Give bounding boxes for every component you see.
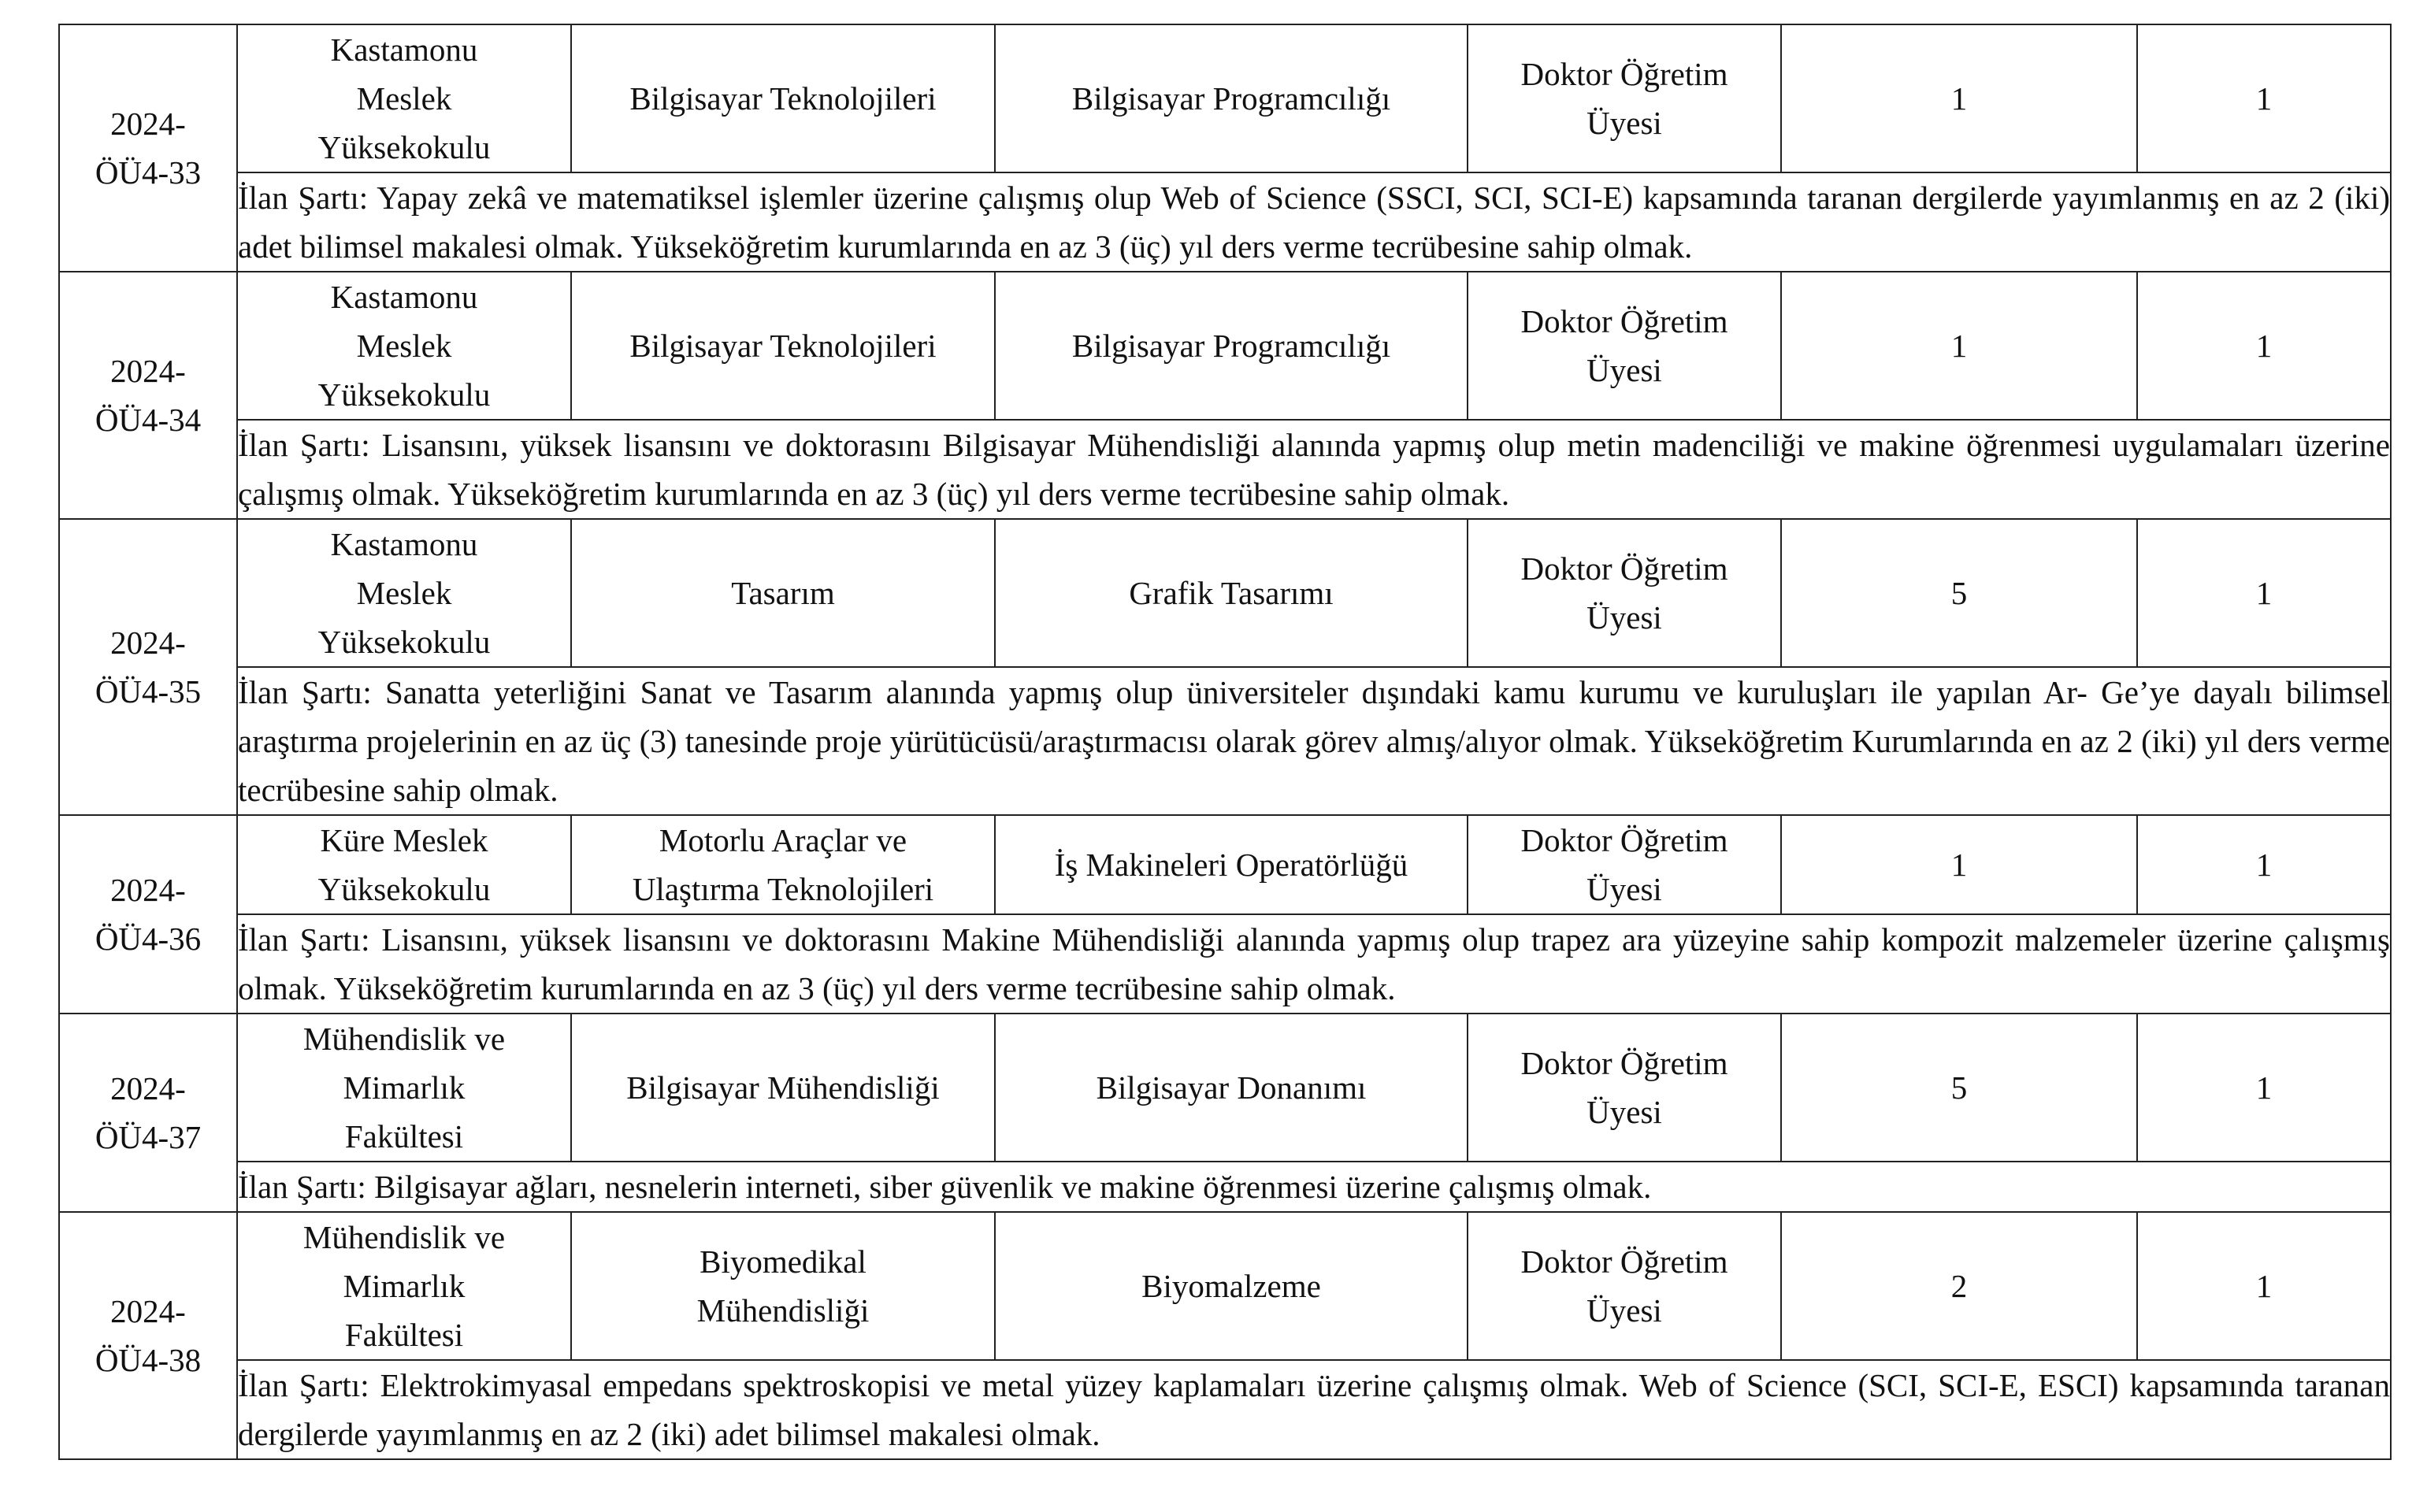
posting-code: 2024- ÖÜ4-35: [59, 519, 237, 815]
posting-condition: İlan Şartı: Lisansını, yüksek lisansını ve doktorasını Bilgisayar Mühendisliği alanında yapmış olup metin madenciliği ve makine öğrenmesi uygulamaları üzerine çalışmış olmak. Yükseköğretim kurumlarında en az 3 (üç) yıl ders verme tecrübesine sahip olmak.: [237, 420, 2391, 519]
posting-code: 2024- ÖÜ4-38: [59, 1212, 237, 1459]
program-cell: Biyomalzeme: [995, 1212, 1468, 1360]
condition-row: [59, 667, 2391, 815]
degree-cell: 5: [1781, 519, 2137, 667]
posting-row: [59, 1212, 2391, 1360]
posting-code: 2024- ÖÜ4-33: [59, 24, 237, 272]
posting-row: [59, 272, 2391, 420]
title-cell: Doktor Öğretim Üyesi: [1468, 1212, 1781, 1360]
count-cell: 1: [2137, 1212, 2391, 1360]
unit-cell: Kastamonu Meslek Yüksekokulu: [237, 272, 571, 420]
condition-row: [59, 1162, 2391, 1212]
condition-row: [59, 1360, 2391, 1459]
unit-cell: Kastamonu Meslek Yüksekokulu: [237, 24, 571, 172]
posting-condition: İlan Şartı: Bilgisayar ağları, nesnelerin interneti, siber güvenlik ve makine öğrenmesi üzerine çalışmış olmak.: [237, 1162, 2391, 1212]
count-cell: 1: [2137, 272, 2391, 420]
posting-condition: İlan Şartı: Lisansını, yüksek lisansını ve doktorasını Makine Mühendisliği alanında yapmış olup trapez ara yüzeyine sahip kompozit malzemeler üzerine çalışmış olmak. Yükseköğretim kurumlarında en az 3 (üç) yıl ders verme tecrübesine sahip olmak.: [237, 914, 2391, 1014]
program-cell: İş Makineleri Operatörlüğü: [995, 815, 1468, 914]
unit-cell: Mühendislik ve Mimarlık Fakültesi: [237, 1212, 571, 1360]
degree-cell: 5: [1781, 1014, 2137, 1162]
posting-row: [59, 519, 2391, 667]
posting-row: [59, 815, 2391, 914]
title-cell: Doktor Öğretim Üyesi: [1468, 519, 1781, 667]
job-postings-table: [58, 24, 2392, 1460]
degree-cell: 1: [1781, 24, 2137, 172]
condition-row: [59, 172, 2391, 272]
degree-cell: 1: [1781, 815, 2137, 914]
count-cell: 1: [2137, 815, 2391, 914]
department-cell: Bilgisayar Mühendisliği: [571, 1014, 995, 1162]
posting-code: 2024- ÖÜ4-34: [59, 272, 237, 519]
degree-cell: 1: [1781, 272, 2137, 420]
condition-row: [59, 420, 2391, 519]
count-cell: 1: [2137, 24, 2391, 172]
posting-condition: İlan Şartı: Elektrokimyasal empedans spektroskopisi ve metal yüzey kaplamaları üzerine çalışmış olmak. Web of Science (SCI, SCI-E, ESCI) kapsamında taranan dergilerde yayımlanmış en az 2 (iki) adet bilimsel makalesi olmak.: [237, 1360, 2391, 1459]
unit-cell: Kastamonu Meslek Yüksekokulu: [237, 519, 571, 667]
count-cell: 1: [2137, 1014, 2391, 1162]
program-cell: Bilgisayar Donanımı: [995, 1014, 1468, 1162]
title-cell: Doktor Öğretim Üyesi: [1468, 815, 1781, 914]
posting-code: 2024- ÖÜ4-37: [59, 1014, 237, 1212]
department-cell: Bilgisayar Teknolojileri: [571, 272, 995, 420]
posting-row: [59, 24, 2391, 172]
program-cell: Grafik Tasarımı: [995, 519, 1468, 667]
degree-cell: 2: [1781, 1212, 2137, 1360]
posting-condition: İlan Şartı: Sanatta yeterliğini Sanat ve Tasarım alanında yapmış olup üniversiteler dışındaki kamu kurumu ve kuruluşları ile yapılan Ar- Ge’ye dayalı bilimsel araştırma projelerinin en az üç (3) tanesinde proje yürütücüsü/araştırmacısı olarak görev almış/alıyor olmak. Yükseköğretim Kurumlarında en az 2 (iki) yıl ders verme tecrübesine sahip olmak.: [237, 667, 2391, 815]
department-cell: Bilgisayar Teknolojileri: [571, 24, 995, 172]
unit-cell: Küre Meslek Yüksekokulu: [237, 815, 571, 914]
department-cell: Biyomedikal Mühendisliği: [571, 1212, 995, 1360]
title-cell: Doktor Öğretim Üyesi: [1468, 272, 1781, 420]
program-cell: Bilgisayar Programcılığı: [995, 272, 1468, 420]
program-cell: Bilgisayar Programcılığı: [995, 24, 1468, 172]
posting-code: 2024- ÖÜ4-36: [59, 815, 237, 1014]
count-cell: 1: [2137, 519, 2391, 667]
posting-row: [59, 1014, 2391, 1162]
department-cell: Motorlu Araçlar ve Ulaştırma Teknolojileri: [571, 815, 995, 914]
title-cell: Doktor Öğretim Üyesi: [1468, 24, 1781, 172]
condition-row: [59, 914, 2391, 1014]
posting-condition: İlan Şartı: Yapay zekâ ve matematiksel işlemler üzerine çalışmış olup Web of Science (SSCI, SCI, SCI-E) kapsamında taranan dergilerde yayımlanmış en az 2 (iki) adet bilimsel makalesi olmak. Yükseköğretim kurumlarında en az 3 (üç) yıl ders verme tecrübesine sahip olmak.: [237, 172, 2391, 272]
title-cell: Doktor Öğretim Üyesi: [1468, 1014, 1781, 1162]
unit-cell: Mühendislik ve Mimarlık Fakültesi: [237, 1014, 571, 1162]
department-cell: Tasarım: [571, 519, 995, 667]
